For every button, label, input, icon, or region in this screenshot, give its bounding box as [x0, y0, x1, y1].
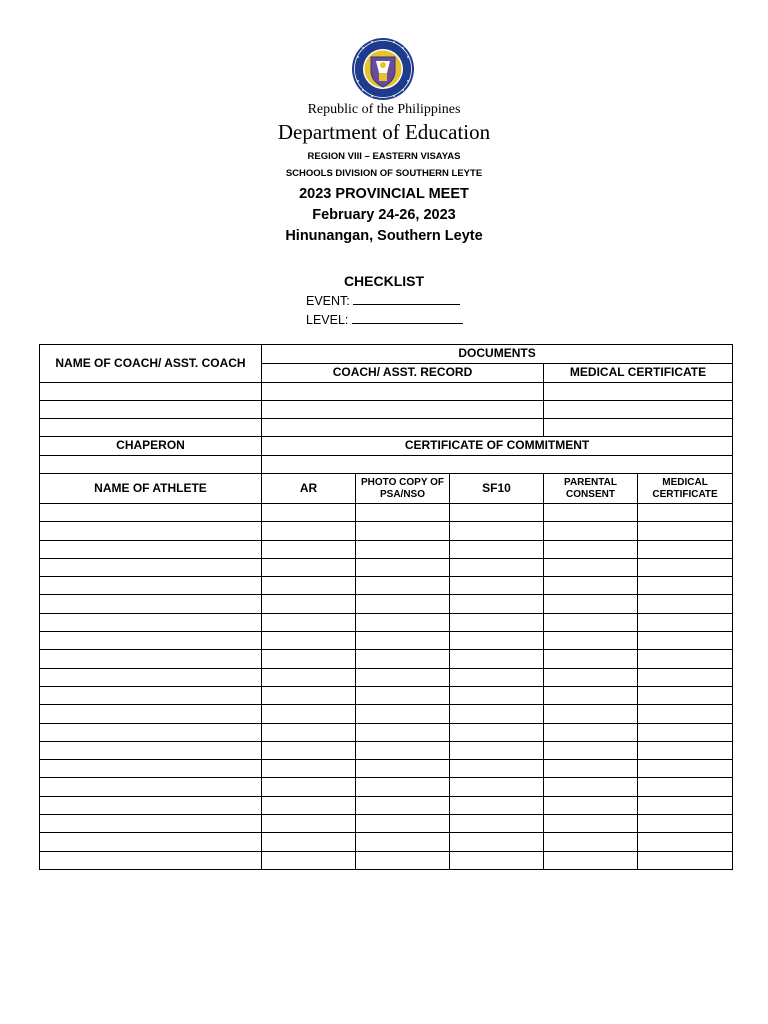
athlete-row [40, 686, 733, 704]
coach-row [40, 419, 733, 437]
ar-cell[interactable] [262, 650, 356, 668]
coach-name-cell[interactable] [40, 383, 262, 401]
division-text: SCHOOLS DIVISION OF SOUTHERN LEYTE [285, 168, 483, 179]
psa-nso-cell[interactable] [356, 815, 450, 833]
sf10-cell[interactable] [450, 741, 544, 759]
medical-certificate-cell[interactable] [638, 577, 733, 595]
coach-name-cell[interactable] [40, 401, 262, 419]
athlete-row [40, 522, 733, 540]
psa-nso-cell[interactable] [356, 686, 450, 704]
athlete-name-cell[interactable] [40, 632, 262, 650]
coach-record-cell[interactable] [262, 401, 544, 419]
ar-cell[interactable] [262, 668, 356, 686]
psa-nso-cell[interactable] [356, 577, 450, 595]
psa-nso-cell[interactable] [356, 760, 450, 778]
athlete-row [40, 741, 733, 759]
sf10-cell[interactable] [450, 723, 544, 741]
psa-nso-cell[interactable] [356, 705, 450, 723]
psa-nso-cell[interactable] [356, 504, 450, 522]
parental-consent-cell[interactable] [544, 833, 638, 851]
psa-nso-cell[interactable] [356, 613, 450, 631]
athlete-name-header: NAME OF ATHLETE [40, 474, 262, 504]
athlete-row [40, 760, 733, 778]
meet-dates: February 24-26, 2023 [312, 207, 456, 223]
ar-cell[interactable] [262, 632, 356, 650]
psa-nso-cell[interactable] [356, 796, 450, 814]
athlete-name-cell[interactable] [40, 558, 262, 576]
athlete-name-cell[interactable] [40, 723, 262, 741]
athlete-name-cell[interactable] [40, 778, 262, 796]
parental-consent-cell[interactable] [544, 796, 638, 814]
sf10-cell[interactable] [450, 686, 544, 704]
psa-nso-cell[interactable] [356, 778, 450, 796]
event-blank-line[interactable] [353, 292, 460, 305]
psa-nso-cell[interactable] [356, 833, 450, 851]
athlete-row [40, 778, 733, 796]
athlete-row [40, 723, 733, 741]
parental-consent-cell[interactable] [544, 504, 638, 522]
sf10-cell[interactable] [450, 796, 544, 814]
level-label: LEVEL: [306, 313, 349, 327]
sf10-cell[interactable] [450, 522, 544, 540]
sf10-cell[interactable] [450, 705, 544, 723]
medical-certificate-cell[interactable] [638, 632, 733, 650]
medical-certificate-cell[interactable] [638, 705, 733, 723]
coach-record-cell[interactable] [262, 383, 544, 401]
athlete-medical-certificate-header: MEDICAL CERTIFICATE [638, 474, 733, 504]
level-field[interactable] [306, 311, 463, 327]
parental-consent-cell[interactable] [544, 558, 638, 576]
medical-certificate-cell[interactable] [638, 741, 733, 759]
event-label: EVENT: [306, 294, 350, 308]
medical-certificate-cell[interactable] [638, 723, 733, 741]
medical-certificate-cell[interactable] [638, 796, 733, 814]
ar-cell[interactable] [262, 778, 356, 796]
ar-cell[interactable] [262, 815, 356, 833]
ar-cell[interactable] [262, 796, 356, 814]
psa-nso-cell[interactable] [356, 668, 450, 686]
ar-cell[interactable] [262, 522, 356, 540]
meet-title: 2023 PROVINCIAL MEET [299, 186, 469, 202]
ar-cell[interactable] [262, 760, 356, 778]
athlete-name-cell[interactable] [40, 760, 262, 778]
medical-certificate-cell[interactable] [638, 522, 733, 540]
documents-header: DOCUMENTS [262, 345, 733, 364]
athlete-row [40, 558, 733, 576]
deped-seal-logo [346, 37, 420, 101]
parental-consent-cell[interactable] [544, 540, 638, 558]
athlete-name-cell[interactable] [40, 522, 262, 540]
coach-name-header: NAME OF COACH/ ASST. COACH [40, 345, 262, 383]
parental-consent-cell[interactable] [544, 705, 638, 723]
athlete-name-cell[interactable] [40, 577, 262, 595]
ar-cell[interactable] [262, 577, 356, 595]
psa-nso-cell[interactable] [356, 851, 450, 869]
ar-header: AR [262, 474, 356, 504]
medical-certificate-cell[interactable] [638, 504, 733, 522]
chaperon-header: CHAPERON [40, 437, 262, 456]
psa-nso-cell[interactable] [356, 650, 450, 668]
athlete-name-cell[interactable] [40, 686, 262, 704]
parental-consent-cell[interactable] [544, 632, 638, 650]
medical-certificate-cell[interactable] [638, 558, 733, 576]
athlete-row [40, 705, 733, 723]
medical-certificate-cell[interactable] [638, 650, 733, 668]
psa-nso-header: PHOTO COPY OF PSA/NSO [356, 474, 450, 504]
psa-nso-cell[interactable] [356, 540, 450, 558]
parental-consent-cell[interactable] [544, 613, 638, 631]
coach-row [40, 383, 733, 401]
checklist-title: CHECKLIST [343, 273, 425, 289]
athlete-name-cell[interactable] [40, 540, 262, 558]
athlete-row [40, 650, 733, 668]
athlete-row [40, 851, 733, 869]
athlete-name-cell[interactable] [40, 741, 262, 759]
sf10-cell[interactable] [450, 595, 544, 613]
psa-nso-cell[interactable] [356, 558, 450, 576]
chaperon-row [40, 456, 733, 474]
psa-nso-cell[interactable] [356, 632, 450, 650]
sf10-cell[interactable] [450, 833, 544, 851]
parental-consent-cell[interactable] [544, 686, 638, 704]
sf10-cell[interactable] [450, 632, 544, 650]
sf10-cell[interactable] [450, 558, 544, 576]
parental-consent-cell[interactable] [544, 668, 638, 686]
sf10-cell[interactable] [450, 577, 544, 595]
athlete-row [40, 577, 733, 595]
athlete-name-cell[interactable] [40, 613, 262, 631]
athlete-name-cell[interactable] [40, 650, 262, 668]
psa-nso-cell[interactable] [356, 723, 450, 741]
coach-name-cell[interactable] [40, 419, 262, 437]
coach-medical-cell[interactable] [544, 401, 733, 419]
medical-certificate-cell[interactable] [638, 833, 733, 851]
medical-certificate-cell[interactable] [638, 851, 733, 869]
medical-certificate-cell[interactable] [638, 760, 733, 778]
parental-consent-cell[interactable] [544, 577, 638, 595]
level-blank-line[interactable] [352, 311, 463, 324]
athlete-row [40, 595, 733, 613]
region-text: REGION VIII – EASTERN VISAYAS [307, 151, 461, 162]
ar-cell[interactable] [262, 558, 356, 576]
commitment-header: CERTIFICATE OF COMMITMENT [262, 437, 733, 456]
athlete-name-cell[interactable] [40, 595, 262, 613]
meet-venue: Hinunangan, Southern Leyte [285, 228, 483, 244]
ar-cell[interactable] [262, 705, 356, 723]
ar-cell[interactable] [262, 723, 356, 741]
medical-certificate-cell[interactable] [638, 540, 733, 558]
medical-certificate-cell[interactable] [638, 778, 733, 796]
ar-cell[interactable] [262, 595, 356, 613]
medical-certificate-cell[interactable] [638, 686, 733, 704]
athlete-name-cell[interactable] [40, 833, 262, 851]
athlete-name-cell[interactable] [40, 705, 262, 723]
republic-heading: Republic of the Philippines [307, 102, 461, 117]
parental-consent-cell[interactable] [544, 760, 638, 778]
commitment-cell[interactable] [262, 456, 733, 474]
psa-nso-cell[interactable] [356, 595, 450, 613]
coach-medical-cell[interactable] [544, 419, 733, 437]
medical-certificate-cell[interactable] [638, 613, 733, 631]
sf10-header: SF10 [450, 474, 544, 504]
psa-nso-cell[interactable] [356, 522, 450, 540]
psa-nso-cell[interactable] [356, 741, 450, 759]
ar-cell[interactable] [262, 504, 356, 522]
coach-row [40, 401, 733, 419]
medical-certificate-cell[interactable] [638, 815, 733, 833]
athlete-name-cell[interactable] [40, 796, 262, 814]
coach-medical-cell[interactable] [544, 383, 733, 401]
parental-consent-cell[interactable] [544, 650, 638, 668]
athlete-row [40, 613, 733, 631]
sf10-cell[interactable] [450, 760, 544, 778]
event-field[interactable] [306, 292, 460, 308]
parental-consent-cell[interactable] [544, 778, 638, 796]
parental-consent-cell[interactable] [544, 741, 638, 759]
chaperon-name-cell[interactable] [40, 456, 262, 474]
ar-cell[interactable] [262, 851, 356, 869]
checklist-table [39, 344, 733, 870]
ar-cell[interactable] [262, 741, 356, 759]
parental-consent-cell[interactable] [544, 522, 638, 540]
department-title: Department of Education [277, 120, 491, 144]
ar-cell[interactable] [262, 686, 356, 704]
medical-certificate-cell[interactable] [638, 595, 733, 613]
athlete-name-cell[interactable] [40, 851, 262, 869]
coach-record-header: COACH/ ASST. RECORD [262, 364, 544, 383]
sf10-cell[interactable] [450, 851, 544, 869]
athlete-name-cell[interactable] [40, 815, 262, 833]
parental-consent-cell[interactable] [544, 851, 638, 869]
sf10-cell[interactable] [450, 540, 544, 558]
athlete-row [40, 815, 733, 833]
parental-consent-cell[interactable] [544, 723, 638, 741]
ar-cell[interactable] [262, 613, 356, 631]
athlete-row [40, 632, 733, 650]
parental-consent-cell[interactable] [544, 815, 638, 833]
athlete-name-cell[interactable] [40, 668, 262, 686]
sf10-cell[interactable] [450, 504, 544, 522]
athlete-row [40, 668, 733, 686]
ar-cell[interactable] [262, 540, 356, 558]
sf10-cell[interactable] [450, 613, 544, 631]
ar-cell[interactable] [262, 833, 356, 851]
athlete-row [40, 540, 733, 558]
parental-consent-header: PARENTAL CONSENT [544, 474, 638, 504]
athlete-row [40, 504, 733, 522]
coach-medical-certificate-header: MEDICAL CERTIFICATE [544, 364, 733, 383]
sf10-cell[interactable] [450, 815, 544, 833]
medical-certificate-cell[interactable] [638, 668, 733, 686]
athlete-row [40, 833, 733, 851]
sf10-cell[interactable] [450, 778, 544, 796]
sf10-cell[interactable] [450, 668, 544, 686]
parental-consent-cell[interactable] [544, 595, 638, 613]
sf10-cell[interactable] [450, 650, 544, 668]
athlete-row [40, 796, 733, 814]
athlete-name-cell[interactable] [40, 504, 262, 522]
coach-record-cell[interactable] [262, 419, 544, 437]
